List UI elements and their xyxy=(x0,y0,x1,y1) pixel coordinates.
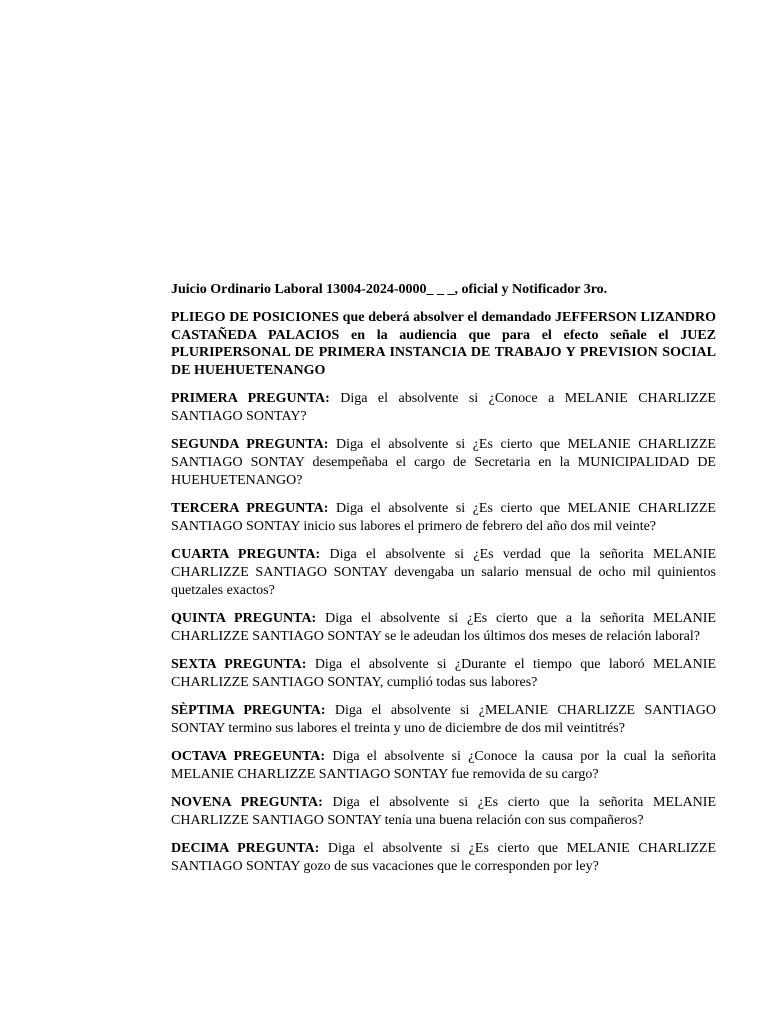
question-label: SEXTA PREGUNTA: xyxy=(171,657,307,672)
question-text: Diga el absolvente si ¿Es cierto que la señorita MELANIE CHARLIZZE SANTIAGO SONTAY tenía una buena relación con sus compañeros? xyxy=(171,795,716,828)
question-3 xyxy=(171,500,716,536)
question-label: TERCERA PREGUNTA: xyxy=(171,501,329,516)
question-text: Diga el absolvente si ¿Conoce a MELANIE CHARLIZZE SANTIAGO SONTAY? xyxy=(171,391,716,424)
question-text: Diga el absolvente si ¿Es cierto que MELANIE CHARLIZZE SANTIAGO SONTAY inicio sus labores el primero de febrero del año dos mil veinte? xyxy=(171,501,716,534)
question-7 xyxy=(171,702,716,738)
question-text: Diga el absolvente si ¿Es verdad que la señorita MELANIE CHARLIZZE SANTIAGO SONTAY devengaba un salario mensual de ocho mil quinientos quetzales exactos? xyxy=(171,547,716,598)
question-label: PRIMERA PREGUNTA: xyxy=(171,391,330,406)
question-label: OCTAVA PREGEUNTA: xyxy=(171,749,326,764)
question-9 xyxy=(171,794,716,830)
document-heading: PLIEGO DE POSICIONES que deberá absolver el demandado JEFFERSON LIZANDRO CASTAÑEDA PALACIOS en la audiencia que para el efecto señale el JUEZ PLURIPERSONAL DE PRIMERA INSTANCIA DE TRABAJO Y PREVISION SOCIAL DE HUEHUETENANGO xyxy=(171,310,716,378)
questions-list xyxy=(171,390,716,876)
question-6 xyxy=(171,656,716,692)
question-label: SÈPTIMA PREGUNTA: xyxy=(171,703,326,718)
question-label: DECIMA PREGUNTA: xyxy=(171,841,320,856)
question-5 xyxy=(171,610,716,646)
question-text: Diga el absolvente si ¿Es cierto que MELANIE CHARLIZZE SANTIAGO SONTAY gozo de sus vacaciones que le corresponden por ley? xyxy=(171,841,716,874)
question-1 xyxy=(171,390,716,426)
question-text: Diga el absolvente si ¿Es cierto que a la señorita MELANIE CHARLIZZE SANTIAGO SONTAY se le adeudan los últimos dos meses de relación laboral? xyxy=(171,611,716,644)
question-label: SEGUNDA PREGUNTA: xyxy=(171,437,329,452)
question-text: Diga el absolvente si ¿Es cierto que MELANIE CHARLIZZE SANTIAGO SONTAY desempeñaba el cargo de Secretaria en la MUNICIPALIDAD DE HUEHUETENANGO? xyxy=(171,437,716,488)
question-10 xyxy=(171,840,716,876)
case-reference-line: Juicio Ordinario Laboral 13004-2024-0000_ _ _, oficial y Notificador 3ro. xyxy=(171,282,608,297)
question-8 xyxy=(171,748,716,784)
question-text: Diga el absolvente si ¿Durante el tiempo que laboró MELANIE CHARLIZZE SANTIAGO SONTAY, cumplió todas sus labores? xyxy=(171,657,716,690)
question-label: CUARTA PREGUNTA: xyxy=(171,547,321,562)
question-text: Diga el absolvente si ¿Conoce la causa por la cual la señorita MELANIE CHARLIZZE SANTIAGO SONTAY fue removida de su cargo? xyxy=(171,749,716,782)
question-label: QUINTA PREGUNTA: xyxy=(171,611,317,626)
document-page xyxy=(171,281,716,886)
question-4 xyxy=(171,546,716,600)
question-2 xyxy=(171,436,716,490)
question-label: NOVENA PREGUNTA: xyxy=(171,795,323,810)
question-text: Diga el absolvente si ¿MELANIE CHARLIZZE SANTIAGO SONTAY termino sus labores el treinta y uno de diciembre de dos mil veintitrés? xyxy=(171,703,716,736)
